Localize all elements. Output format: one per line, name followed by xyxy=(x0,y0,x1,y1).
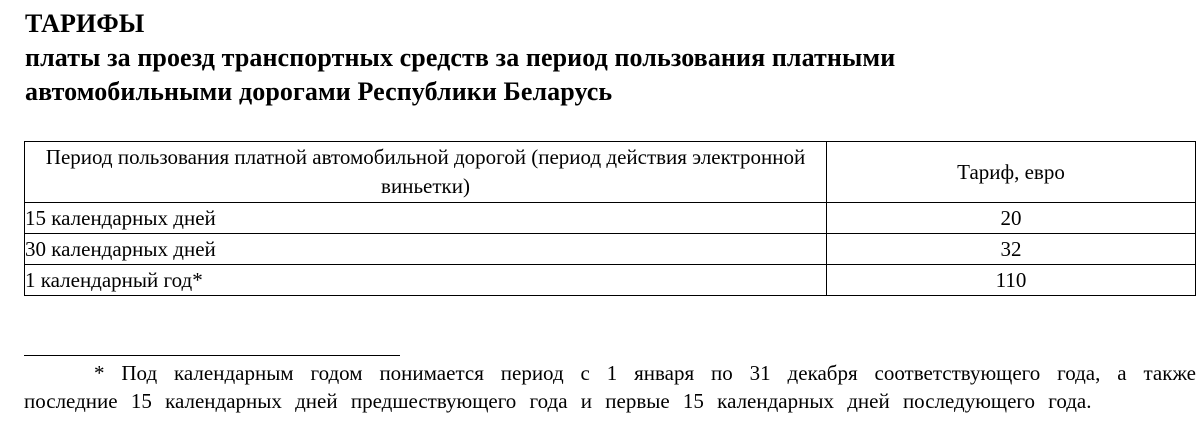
period-cell: 15 календарных дней xyxy=(25,203,827,234)
tariffs-table xyxy=(24,141,1196,296)
title-subtitle-line-1: платы за проезд транспортных средств за период пользования платными xyxy=(25,43,896,72)
period-cell: 1 календарный год* xyxy=(25,265,827,296)
table-row xyxy=(25,234,1196,265)
document-title xyxy=(25,7,895,109)
footnote-text: * Под календарным годом понимается период с 1 января по 31 декабря соответствующего года, а также последние 15 календарных дней предшествующего года и первые 15 календарных дней последующего года. xyxy=(24,361,1196,413)
table-row xyxy=(25,265,1196,296)
period-cell: 30 календарных дней xyxy=(25,234,827,265)
price-cell: 20 xyxy=(827,203,1196,234)
column-header-period: Период пользования платной автомобильной дорогой (период действия электронной виньетки) xyxy=(25,142,827,203)
title-subtitle-line-2: автомобильными дорогами Республики Беларусь xyxy=(25,77,613,106)
footnote-separator xyxy=(24,355,400,356)
column-header-price: Тариф, евро xyxy=(827,142,1196,203)
table-header-row xyxy=(25,142,1196,203)
table-row xyxy=(25,203,1196,234)
title-heading: ТАРИФЫ xyxy=(25,9,145,38)
price-cell: 32 xyxy=(827,234,1196,265)
price-cell: 110 xyxy=(827,265,1196,296)
